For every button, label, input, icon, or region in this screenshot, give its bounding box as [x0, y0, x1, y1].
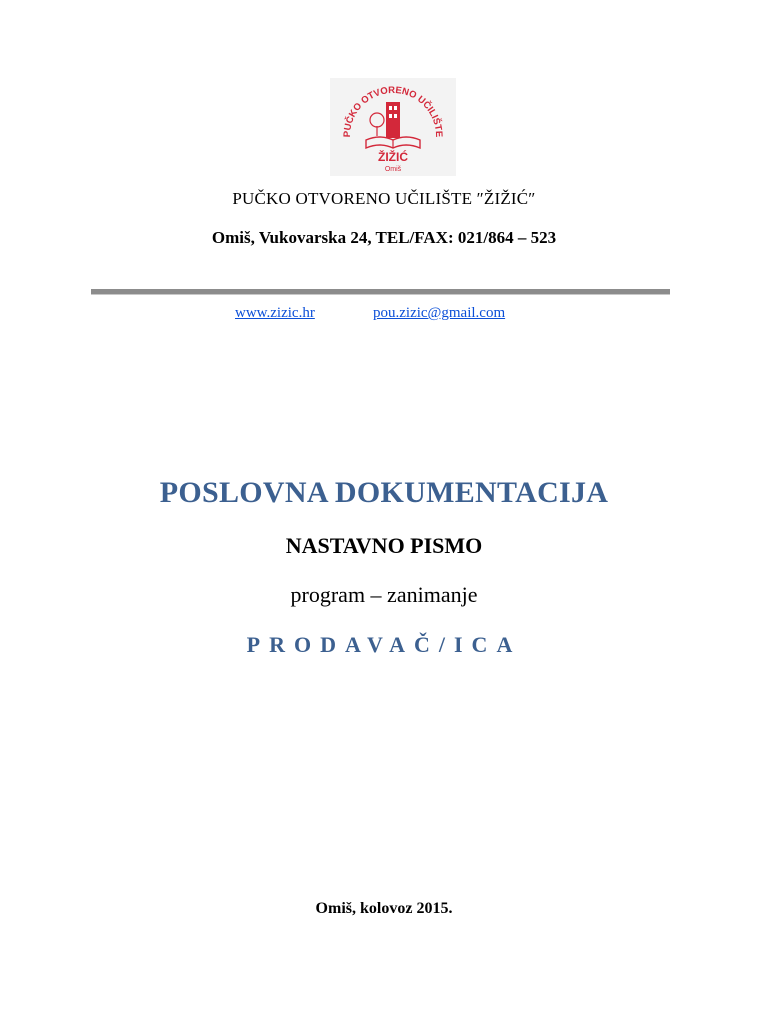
occupation-title: PRODAVAČ/ICA — [246, 632, 522, 657]
header-divider — [91, 289, 670, 295]
website-link[interactable]: www.zizic.hr — [235, 305, 315, 321]
logo-place: Omiš — [384, 166, 402, 173]
logo-name: ŽIŽIĆ — [378, 150, 408, 164]
program-label: program – zanimanje — [290, 582, 478, 607]
tree-shape — [370, 113, 384, 127]
organization-name: PUČKO OTVORENO UČILIŠTE ″ŽIŽIĆ″ — [232, 189, 536, 208]
email-link[interactable]: pou.zizic@gmail.com — [373, 305, 506, 321]
place-and-date: Omiš, kolovoz 2015. — [315, 900, 453, 917]
logo-arc-text: PUČKO OTVORENO UČILIŠTE — [341, 84, 445, 138]
document-subtitle: NASTAVNO PISMO — [285, 533, 483, 558]
tower-shape — [386, 102, 400, 138]
institution-logo — [330, 78, 456, 176]
document-title: POSLOVNA DOKUMENTACIJA — [159, 476, 609, 509]
logo-graphic — [330, 78, 456, 176]
organization-address: Omiš, Vukovarska 24, TEL/FAX: 021/864 – 523 — [211, 228, 557, 247]
